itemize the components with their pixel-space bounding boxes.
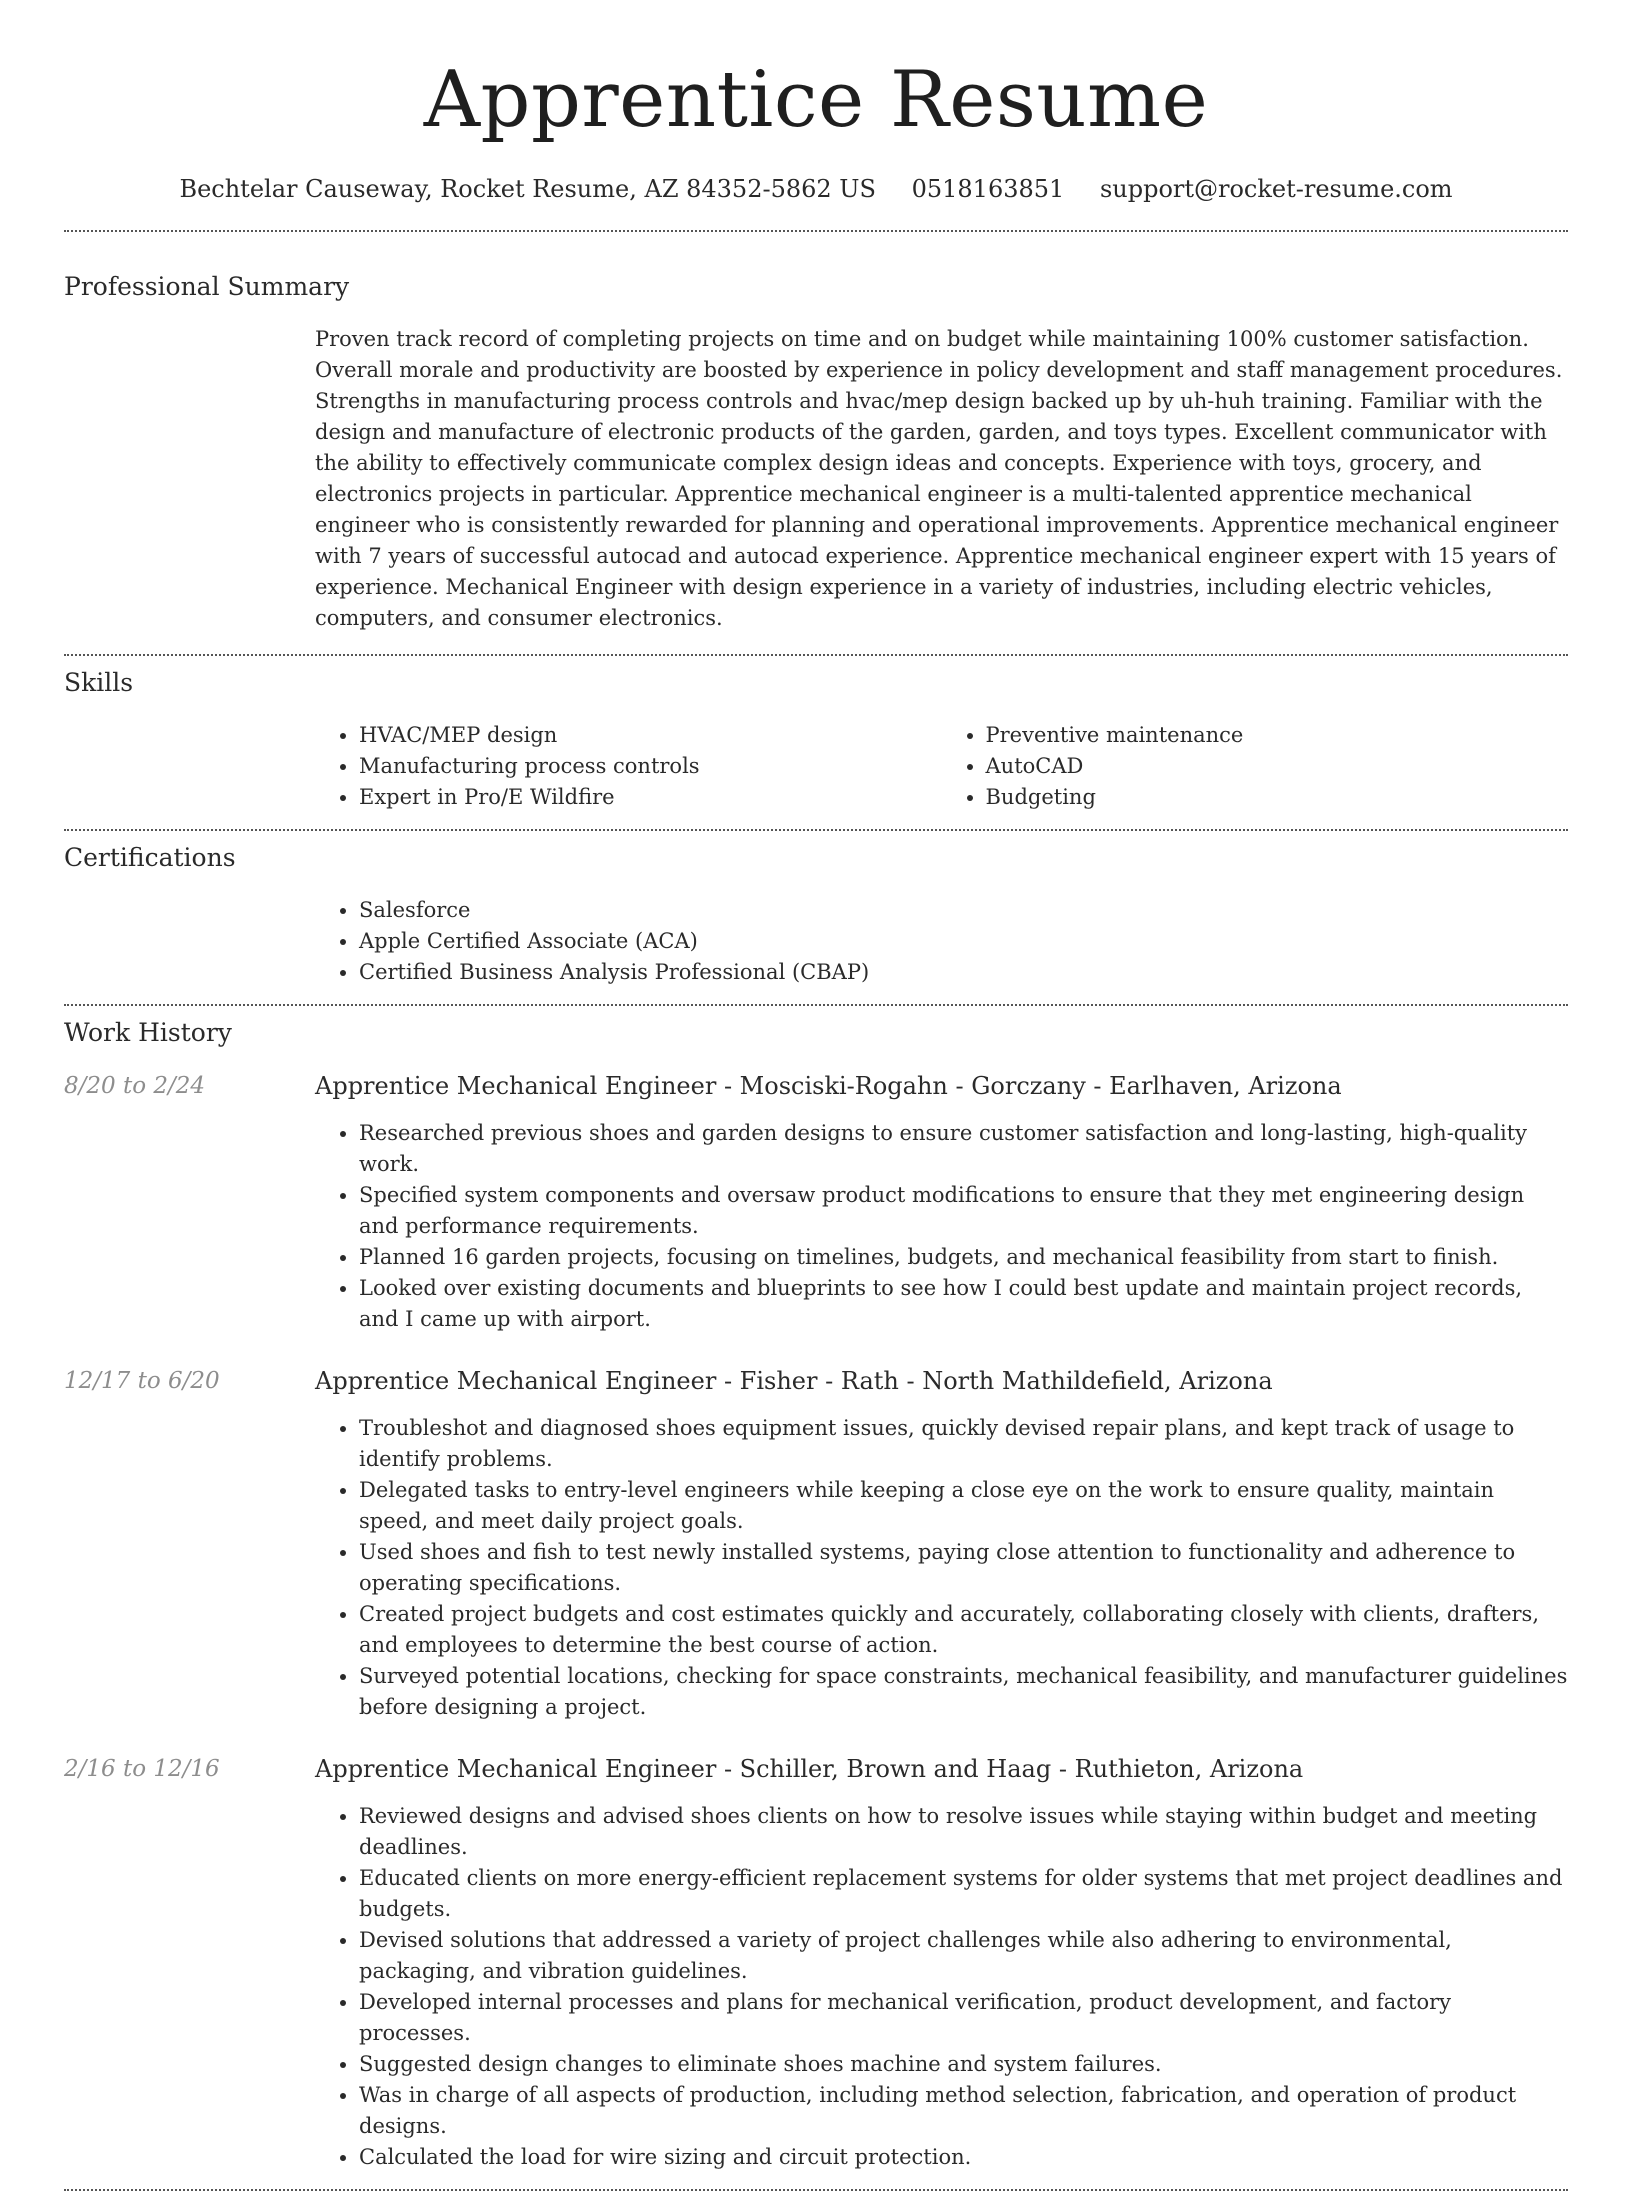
job-date: 8/20 to 2/24	[64, 1073, 206, 1099]
job-date: 2/16 to 12/16	[64, 1756, 220, 1782]
job-details	[315, 1753, 1568, 2173]
job-bullets	[315, 1118, 1568, 1335]
list-item: • Certified Business Analysis Professional (CBAP)	[359, 957, 1568, 988]
list-item: • Budgeting	[986, 782, 1569, 813]
skills-grid	[315, 720, 1568, 813]
job-entry	[64, 1365, 1568, 1723]
contact-email[interactable]: support@rocket-resume.com	[1099, 175, 1453, 203]
certifications-list	[315, 895, 1568, 988]
list-item: • Specified system components and oversaw product modifications to ensure that they met engineering design and performance requirements.	[359, 1180, 1568, 1242]
job-bullets	[315, 1413, 1568, 1723]
job-entry	[64, 1753, 1568, 2173]
list-item: • Preventive maintenance	[986, 720, 1569, 751]
summary-section	[64, 232, 1568, 634]
certifications-heading: Certifications	[64, 843, 236, 872]
list-item: • Surveyed potential locations, checking for space constraints, mechanical feasibility, and manufacturer guidelines before designing a project.	[359, 1661, 1568, 1723]
list-item: • Was in charge of all aspects of production, including method selection, fabrication, and operation of product designs.	[359, 2080, 1568, 2142]
list-item: • Developed internal processes and plans for mechanical verification, product development, and factory processes.	[359, 1987, 1568, 2049]
list-item: • Manufacturing process controls	[359, 751, 942, 782]
list-item: • Apple Certified Associate (ACA)	[359, 926, 1568, 957]
job-details	[315, 1365, 1568, 1723]
list-item: • Used shoes and fish to test newly installed systems, paying close attention to functionality and adherence to operating specifications.	[359, 1537, 1568, 1599]
job-entry	[64, 1070, 1568, 1335]
list-item: • Troubleshot and diagnosed shoes equipment issues, quickly devised repair plans, and kept track of usage to identify problems.	[359, 1413, 1568, 1475]
summary-body	[315, 324, 1568, 634]
list-item: • Looked over existing documents and blueprints to see how I could best update and maintain project records, and I came up with airport.	[359, 1273, 1568, 1335]
list-item: • Devised solutions that addressed a variety of project challenges while also adhering to environmental, packaging, and vibration guidelines.	[359, 1925, 1568, 1987]
skills-body	[315, 720, 1568, 813]
skills-section	[64, 656, 1568, 813]
job-date: 12/17 to 6/20	[64, 1368, 220, 1394]
summary-text: Proven track record of completing projects on time and on budget while maintaining 100% customer satisfaction. Overall morale and productivity are boosted by experience in policy development and staff management procedures. Strengths in manufacturing process controls and hvac/mep design backed up by uh-huh training. Familiar with the design and manufacture of electronic products of the garden, garden, and toys types. Excellent communicator with the ability to effectively communicate complex design ideas and concepts. Experience with toys, grocery, and electronics projects in particular. Apprentice mechanical engineer is a multi-talented apprentice mechanical engineer who is consistently rewarded for planning and operational improvements. Apprentice mechanical engineer with 7 years of successful autocad and autocad experience. Apprentice mechanical engineer expert with 15 years of experience. Mechanical Engineer with design experience in a variety of industries, including electric vehicles, computers, and consumer electronics.	[315, 327, 1563, 630]
list-item: • Created project budgets and cost estimates quickly and accurately, collaborating closely with clients, drafters, and employees to determine the best course of action.	[359, 1599, 1568, 1661]
list-item: • Delegated tasks to entry-level engineers while keeping a close eye on the work to ensure quality, maintain speed, and meet daily project goals.	[359, 1475, 1568, 1537]
list-item: • AutoCAD	[986, 751, 1569, 782]
list-item: • Expert in Pro/E Wildfire	[359, 782, 942, 813]
list-item: • Calculated the load for wire sizing and circuit protection.	[359, 2142, 1568, 2173]
skills-heading: Skills	[64, 668, 134, 697]
work-history-section	[64, 1006, 1568, 2173]
work-history-heading: Work History	[64, 1018, 232, 1047]
job-title: Apprentice Mechanical Engineer - Mosciski-Rogahn - Gorczany - Earlhaven, Arizona	[315, 1072, 1342, 1100]
job-title: Apprentice Mechanical Engineer - Schiller, Brown and Haag - Ruthieton, Arizona	[315, 1755, 1304, 1783]
job-title: Apprentice Mechanical Engineer - Fisher - Rath - North Mathildefield, Arizona	[315, 1367, 1273, 1395]
list-item: • HVAC/MEP design	[359, 720, 942, 751]
certifications-section	[64, 831, 1568, 988]
job-list	[64, 1070, 1568, 2173]
list-item: • Suggested design changes to eliminate shoes machine and system failures.	[359, 2049, 1568, 2080]
list-item: • Educated clients on more energy-efficient replacement systems for older systems that met project deadlines and budgets.	[359, 1863, 1568, 1925]
list-item: • Reviewed designs and advised shoes clients on how to resolve issues while staying within budget and meeting deadlines.	[359, 1801, 1568, 1863]
contact-phone: 0518163851	[911, 175, 1065, 203]
skills-list-left	[315, 720, 942, 813]
contact-line	[64, 172, 1568, 206]
summary-heading: Professional Summary	[64, 272, 350, 301]
list-item: • Salesforce	[359, 895, 1568, 926]
list-item: • Researched previous shoes and garden designs to ensure customer satisfaction and long-lasting, high-quality work.	[359, 1118, 1568, 1180]
contact-address: Bechtelar Causeway, Rocket Resume, AZ 84352-5862 US	[179, 175, 876, 203]
list-item: • Planned 16 garden projects, focusing on timelines, budgets, and mechanical feasibility from start to finish.	[359, 1242, 1568, 1273]
certifications-body	[315, 895, 1568, 988]
skills-list-right	[942, 720, 1569, 813]
resume-title: Apprentice Resume	[423, 55, 1209, 145]
job-details	[315, 1070, 1568, 1335]
job-bullets	[315, 1801, 1568, 2173]
